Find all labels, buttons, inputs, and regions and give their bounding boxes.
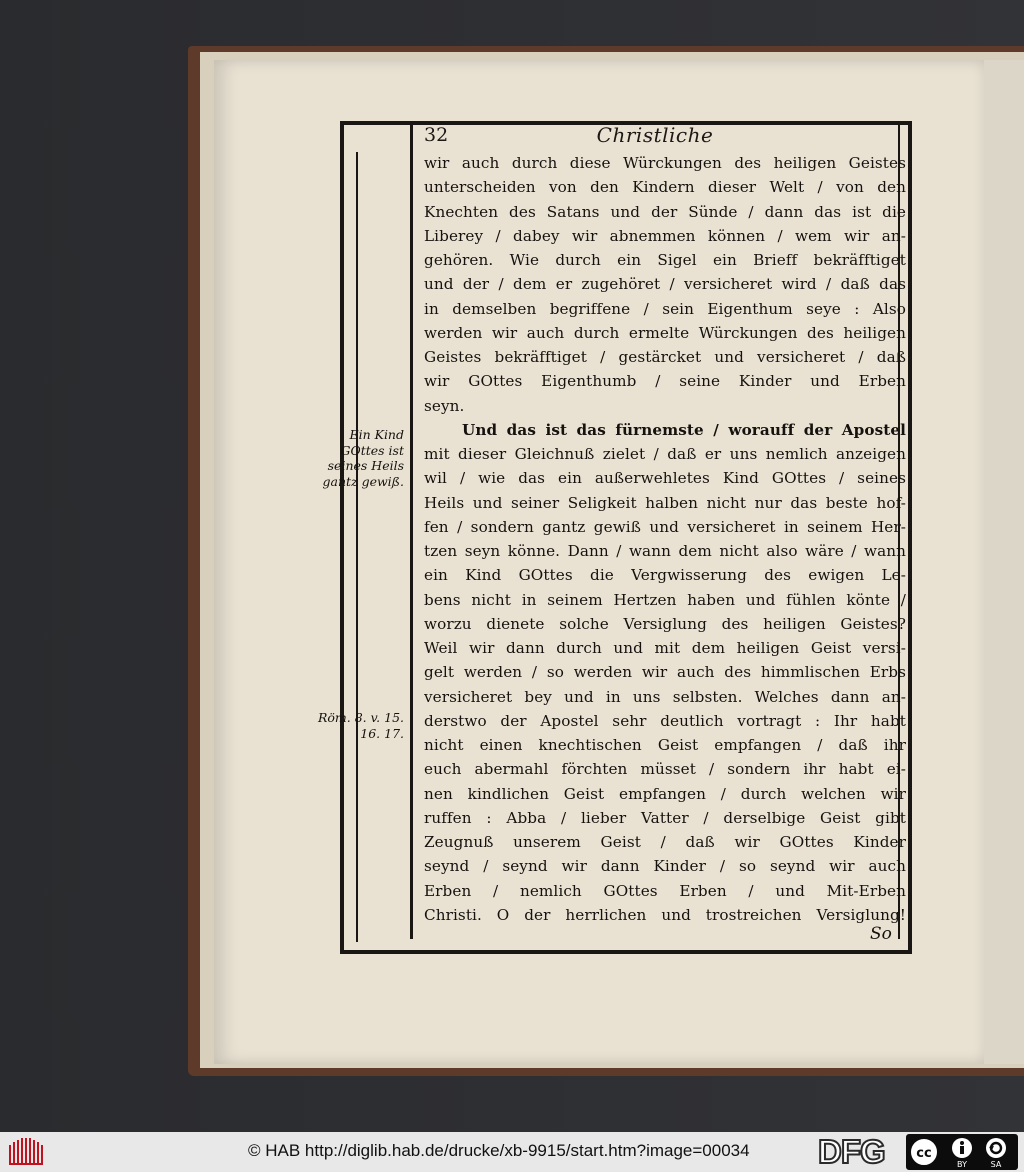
text-line: werden wir auch durch ermelte Würckungen des heiligen xyxy=(424,323,906,342)
text-line: in demselben begriffene / sein Eigenthum seye : Also xyxy=(424,299,906,318)
hab-logo-icon[interactable] xyxy=(8,1137,46,1167)
text-line: tzen seyn könne. Dann / wann dem nicht also wäre / wann xyxy=(424,542,906,560)
margin-note-line: Röm. 8. v. 15. xyxy=(317,710,404,725)
text-line: derstwo der Apostel sehr deutlich vortragt : Ihr habt xyxy=(424,711,906,730)
margin-rule xyxy=(356,152,358,942)
page-frame-bottom xyxy=(342,950,912,954)
text-line: versicheret bey und in uns selbsten. Welches dann an- xyxy=(424,687,906,706)
text-line: gelt werden / so werden wir auch des himmlischen Erbs xyxy=(424,663,906,682)
cc-license-badge[interactable] xyxy=(906,1134,1018,1170)
margin-note-line: GOttes ist xyxy=(340,442,404,458)
license-sa-label: SA xyxy=(990,1160,1002,1169)
text-line: Liberey / dabey wir abnemmen können / wem wir an- xyxy=(424,226,906,245)
text-line: mit dieser Gleichnuß zielet / daß er uns nemlich anzeigen xyxy=(424,445,906,463)
text-line: wir GOttes Eigenthumb / seine Kinder und Erben xyxy=(424,372,906,391)
margin-note-line: Ein Kind xyxy=(349,427,404,442)
running-head: Christliche xyxy=(596,123,714,147)
text-line: wil / wie das ein außerwehletes Kind GOttes / seines xyxy=(424,469,906,488)
body-text xyxy=(424,151,906,927)
text-line: nen kindlichen Geist empfangen / durch welchen wir xyxy=(424,784,906,803)
page-frame-right xyxy=(908,121,912,954)
by-attribution-icon xyxy=(952,1138,972,1158)
margin-note-line: 16. 17. xyxy=(360,725,404,741)
text-line: Heils und seiner Seligkeit halben nicht nur das beste hof- xyxy=(424,493,906,512)
text-line: seyn. xyxy=(424,396,465,415)
text-column-rule-left xyxy=(410,125,413,939)
text-line: fen / sondern gantz gewiß und versicheret in seinem Her- xyxy=(424,517,906,536)
license-by-label: BY xyxy=(957,1160,967,1169)
text-line: gehören. Wie durch ein Sigel ein Brieff bekräfftiget xyxy=(424,251,906,269)
text-line: wir auch durch diese Würckungen des heiligen Geistes xyxy=(424,154,906,172)
text-line: euch abermahl förchten müsset / sondern ihr habt ei- xyxy=(424,760,906,779)
text-line: Geistes bekräfftiget / gestärcket und versicheret / daß xyxy=(424,348,906,366)
text-line: unterscheiden von den Kindern dieser Welt / von den xyxy=(424,178,906,197)
text-line: und der / dem er zugehöret / versicheret wird / daß das xyxy=(424,275,906,294)
text-line: Weil wir dann durch und mit dem heiligen Geist versi- xyxy=(424,639,906,657)
page-frame-left xyxy=(340,121,344,954)
text-line: seynd / seynd wir dann Kinder / so seynd wir auch xyxy=(424,857,906,876)
text-line: nicht einen knechtischen Geist empfangen / daß ihr xyxy=(424,736,906,754)
catchword: So xyxy=(870,924,892,944)
page-number: 32 xyxy=(424,124,449,146)
dfg-logo[interactable]: DFG xyxy=(818,1133,885,1170)
paragraph-start-line: Und das ist das fürnemste / worauff der Apostel xyxy=(462,420,906,439)
margin-note-bible-reference xyxy=(318,710,404,741)
text-line: bens nicht in seinem Hertzen haben und fühlen könte / xyxy=(424,590,906,609)
margin-note-line: seines Heils xyxy=(327,458,404,473)
margin-note-kind-gottes xyxy=(322,427,404,489)
facing-page-edge xyxy=(984,60,1024,1064)
margin-note-line: gantz gewiß. xyxy=(322,473,404,489)
text-line: ein Kind GOttes die Vergwisserung des ewigen Le- xyxy=(424,566,906,585)
text-line: Knechten des Satans und der Sünde / dann das ist die xyxy=(424,202,906,221)
footer-bar xyxy=(0,1132,1024,1172)
cc-icon xyxy=(910,1138,938,1166)
text-line: ruffen : Abba / lieber Vatter / derselbige Geist gibt xyxy=(424,808,906,827)
text-line: Zeugnuß unserem Geist / daß wir GOttes Kinder xyxy=(424,833,906,851)
source-citation-link[interactable]: © HAB http://diglib.hab.de/drucke/xb-9915/start.htm?image=00034 xyxy=(248,1141,750,1160)
svg-text:cc: cc xyxy=(916,1146,932,1161)
text-line: Erben / nemlich GOttes Erben / und Mit-Erben xyxy=(424,881,906,900)
sa-share-alike-icon xyxy=(986,1138,1006,1158)
text-line: Christi. O der herrlichen und trostreichen Versiglung! xyxy=(424,905,906,924)
text-line: worzu dienete solche Versiglung des heiligen Geistes? xyxy=(424,614,906,633)
